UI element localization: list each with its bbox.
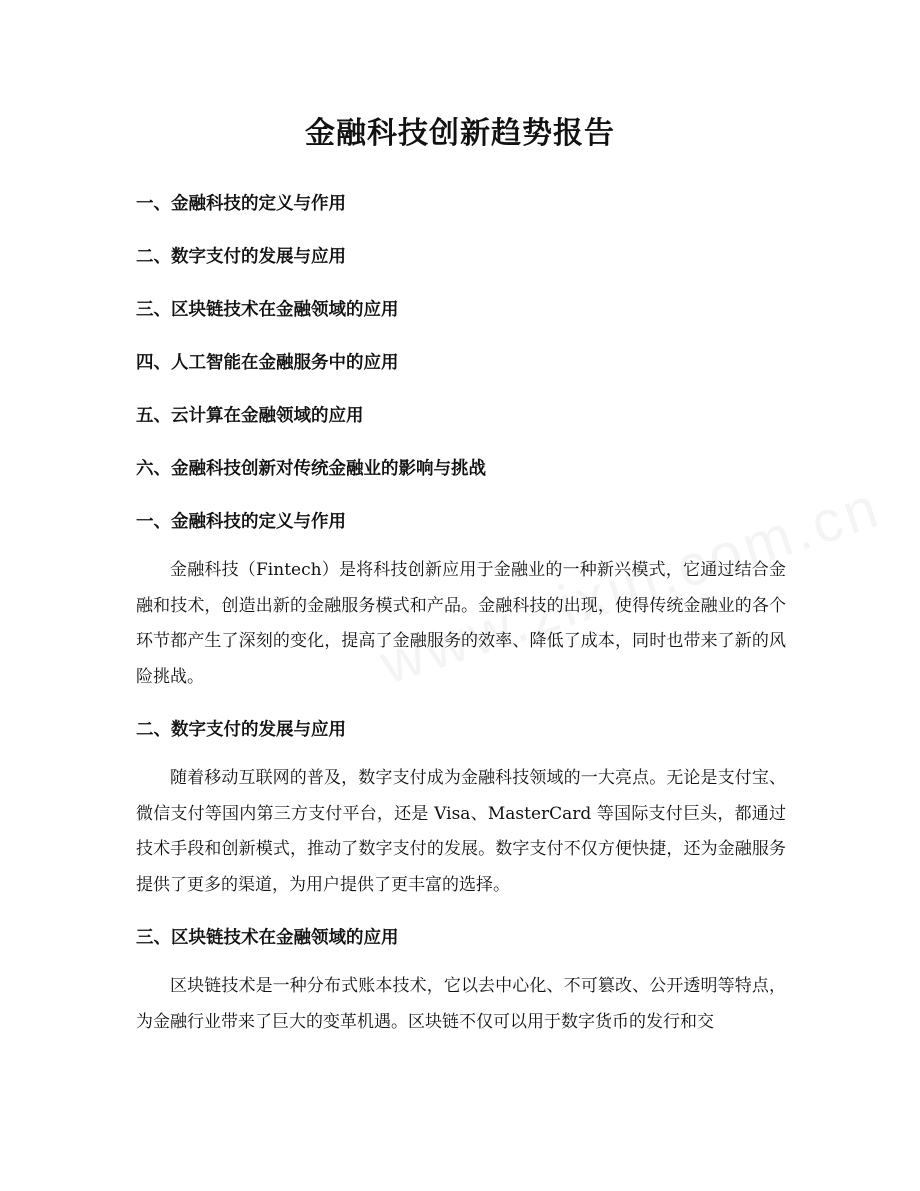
toc-item: 六、金融科技创新对传统金融业的影响与挑战 [136,459,486,479]
toc-item: 二、数字支付的发展与应用 [136,247,346,267]
section-paragraph: 随着移动互联网的普及，数字支付成为金融科技领域的一大亮点。无论是支付宝、微信支付等国内第三方支付平台，还是 Visa、MasterCard 等国际支付巨头，都通过技术手段和创新模式，推动了数字支付的发展。数字支付不仅方便快捷，还为金融服务提供了更多的渠道，为用户提供了更丰富的选择。 [136,768,786,895]
section-paragraph: 金融科技（Fintech）是将科技创新应用于金融业的一种新兴模式，它通过结合金融和技术，创造出新的金融服务模式和产品。金融科技的出现，使得传统金融业的各个环节都产生了深刻的变化，提高了金融服务的效率、降低了成本，同时也带来了新的风险挑战。 [136,560,786,687]
section-heading: 一、金融科技的定义与作用 [136,512,346,532]
toc-item: 五、云计算在金融领域的应用 [136,406,364,426]
toc-item: 一、金融科技的定义与作用 [136,194,346,214]
page-title: 金融科技创新趋势报告 [305,116,615,151]
section-paragraph: 区块链技术是一种分布式账本技术，它以去中心化、不可篡改、公开透明等特点，为金融行业带来了巨大的变革机遇。区块链不仅可以用于数字货币的发行和交 [136,976,786,1032]
toc-item: 三、区块链技术在金融领域的应用 [136,300,399,320]
section-heading: 二、数字支付的发展与应用 [136,720,346,740]
section-heading: 三、区块链技术在金融领域的应用 [136,928,399,948]
toc-item: 四、人工智能在金融服务中的应用 [136,353,399,373]
